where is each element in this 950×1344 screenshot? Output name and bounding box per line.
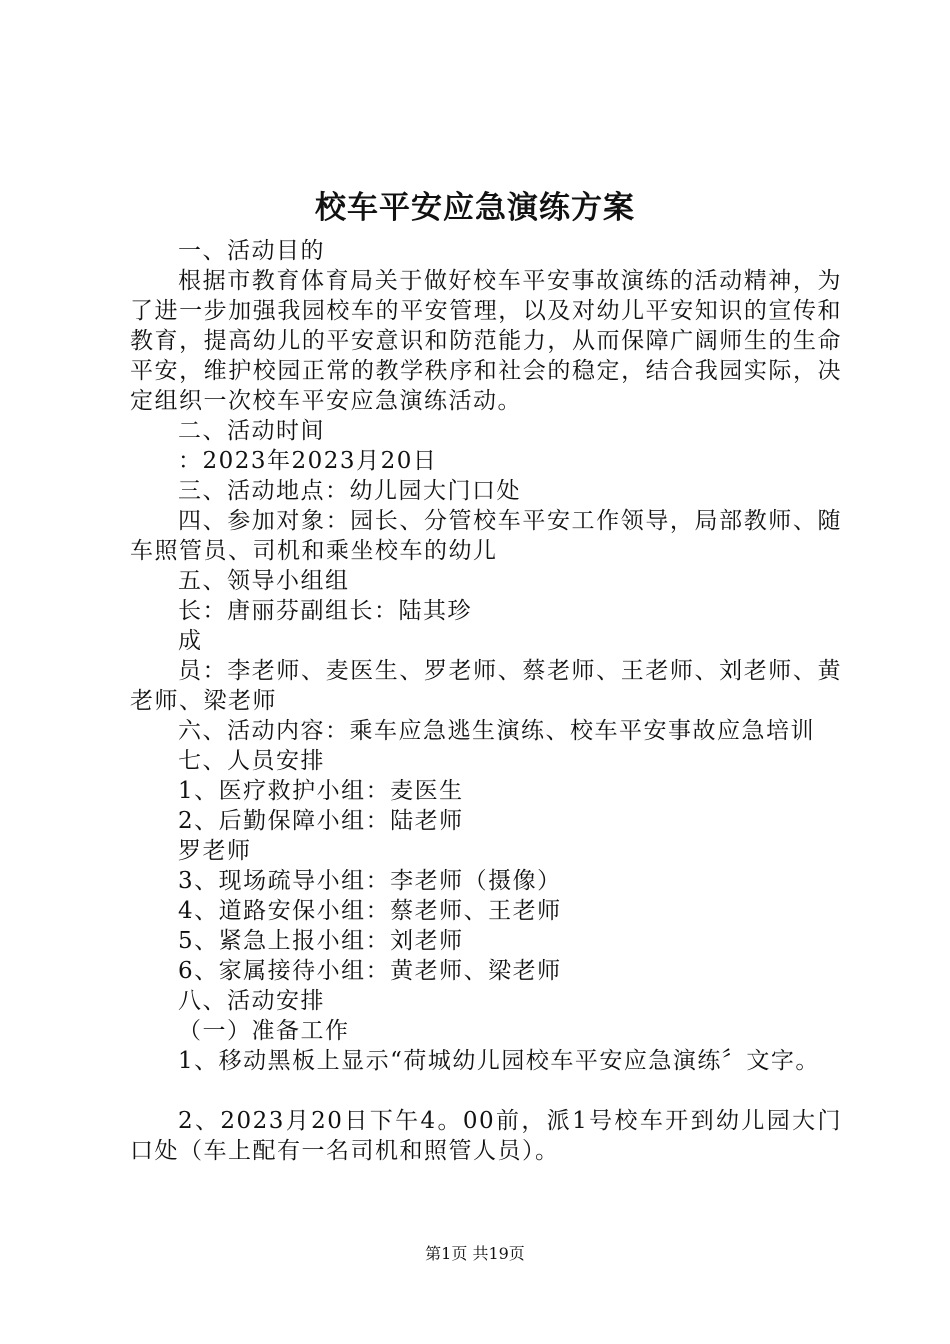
activity-date: ：2023年2023月20日 [178, 448, 438, 474]
list-item: 6、家属接待小组：黄老师、梁老师 [178, 958, 562, 984]
list-item: 3、现场疏导小组：李老师（摄像） [178, 868, 562, 894]
activity-location: 三、活动地点：幼儿园大门口处 [178, 478, 521, 504]
members-label: 成 [178, 628, 203, 654]
heading-activity-time: 二、活动时间 [178, 418, 325, 444]
members-list: 员：李老师、麦医生、罗老师、蔡老师、王老师、刘老师、黄老师、梁老师 [130, 658, 842, 714]
preparation-step-2: 2、2023月20日下午4。00前，派1号校车开到幼儿园大门口处（车上配有一名司机和照管人员）。 [130, 1108, 842, 1164]
list-item: 5、紧急上报小组：刘老师 [178, 928, 464, 954]
heading-activity-purpose: 一、活动目的 [178, 238, 325, 264]
list-item: 2、后勤保障小组：陆老师 [178, 808, 464, 834]
document-body [130, 236, 842, 1166]
heading-staff-arrangement: 七、人员安排 [178, 748, 325, 774]
heading-preparation: （一）准备工作 [178, 1018, 350, 1044]
list-item: 1、医疗救护小组：麦医生 [178, 778, 464, 804]
activity-content: 六、活动内容：乘车应急逃生演练、校车平安事故应急培训 [178, 718, 815, 744]
page-footer: 第1页 共19页 [425, 1244, 525, 1263]
participants: 四、参加对象：园长、分管校车平安工作领导，局部教师、随车照管员、司机和乘坐校车的幼儿 [130, 508, 842, 564]
list-item: 4、道路安保小组：蔡老师、王老师 [178, 898, 562, 924]
list-item: 罗老师 [178, 838, 252, 864]
page-title: 校车平安应急演练方案 [315, 190, 635, 226]
heading-activity-schedule: 八、活动安排 [178, 988, 325, 1014]
heading-leadership-group: 五、领导小组组 [178, 568, 350, 594]
group-leaders: 长：唐丽芬副组长：陆其珍 [178, 598, 472, 624]
paragraph-purpose-text: 根据市教育体育局关于做好校车平安事故演练的活动精神，为了进一步加强我园校车的平安管理，以及对幼儿平安知识的宣传和教育，提高幼儿的平安意识和防范能力，从而保障广阔师生的生命平安，维护校园正常的教学秩序和社会的稳定，结合我园实际，决定组织一次校车平安应急演练活动。 [130, 268, 842, 414]
preparation-step-1: 1、移动黑板上显示“荷城幼儿园校车平安应急演练〞文字。 [178, 1048, 820, 1074]
